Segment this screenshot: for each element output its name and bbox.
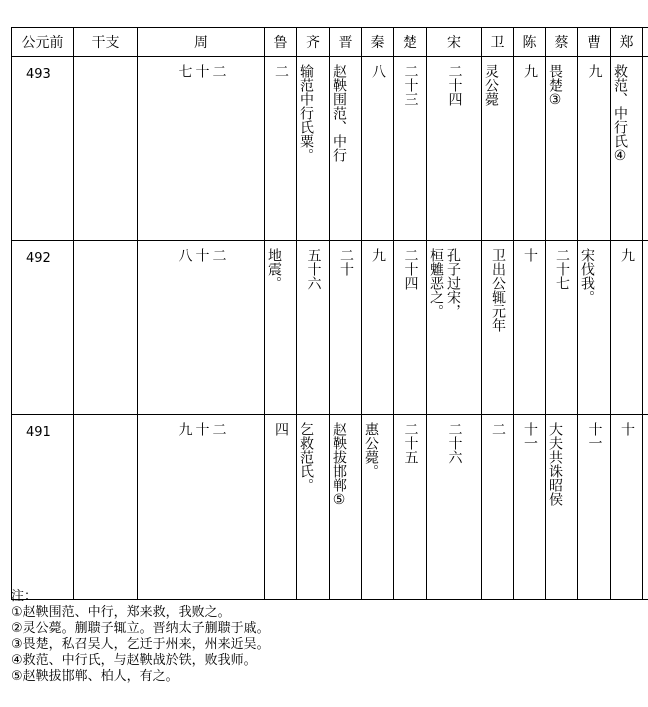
table-cell [611, 241, 643, 415]
cell-text: 九 [586, 64, 603, 78]
cell-text: 二 十 八 [176, 248, 227, 262]
cell-text: 惠公薨。 [363, 422, 379, 478]
cell-text: 地震。 [266, 248, 282, 290]
cell-text: 九 [370, 248, 386, 262]
table-cell [427, 415, 482, 600]
year-cell: 493 [12, 57, 74, 241]
table-cell [138, 57, 265, 241]
header-row [12, 28, 648, 57]
table-cell [330, 57, 362, 241]
table-cell [74, 241, 138, 415]
header-cell: 鲁 [265, 28, 297, 57]
cell-text: 灵公薨 [483, 64, 499, 106]
header-cell: 卫 [482, 28, 514, 57]
cell-text: 二 十 七 [176, 64, 227, 78]
cell-text: 赵鞅拔邯郸⑤ [331, 422, 347, 508]
cell-text: 二十五 [402, 422, 419, 464]
header-cell: 曹 [578, 28, 611, 57]
cell-text: 二十四 [446, 64, 463, 106]
header-cell: 干支 [74, 28, 138, 57]
table-cell [482, 57, 514, 241]
cell-text: 二十七 [554, 248, 570, 290]
table-cell [514, 415, 546, 600]
table-cell [362, 415, 394, 600]
table-cell [265, 57, 297, 241]
cell-text: 十一 [586, 422, 603, 450]
table-cell [482, 415, 514, 600]
cell-text: 二十四 [402, 248, 419, 290]
header-cell [643, 28, 648, 57]
footnote-5: ⑤赵鞅拔邯郸、柏人，有之。 [11, 669, 179, 684]
cell-text: 二十 [338, 248, 354, 276]
table-cell [265, 241, 297, 415]
cell-text: 二 十 九 [176, 422, 227, 436]
cell-text: 赵鞅围范、中行 [331, 64, 347, 162]
header-cell: 周 [138, 28, 265, 57]
cell-text: 十一 [522, 422, 538, 450]
table-cell [297, 415, 330, 600]
table-cell [265, 415, 297, 600]
table-cell [297, 57, 330, 241]
table-cell [643, 415, 648, 600]
cell-text: 宋伐我。 [579, 248, 595, 304]
cell-text: 十 [522, 248, 538, 262]
header-cell: 晋 [330, 28, 362, 57]
header-cell: 郑 [611, 28, 643, 57]
cell-text: 九 [522, 64, 538, 78]
table-cell [74, 57, 138, 241]
year-cell: 492 [12, 241, 74, 415]
table-row [12, 241, 648, 415]
cell-text: 输范中行氏粟。 [298, 64, 314, 162]
cell-text: 乞救范氏。 [298, 422, 314, 492]
header-cell: 楚 [394, 28, 427, 57]
table-cell [362, 241, 394, 415]
table-cell [362, 57, 394, 241]
header-cell: 齐 [297, 28, 330, 57]
cell-text: 二 [273, 64, 289, 78]
table-cell [578, 241, 611, 415]
cell-text: 二十五 孔子过宋， 桓魋恶之。 [428, 248, 482, 318]
table-cell [611, 57, 643, 241]
cell-text: 十 [619, 422, 635, 436]
cell-text: 四 [273, 422, 289, 436]
footnotes [11, 589, 631, 685]
table-cell [546, 415, 578, 600]
table-cell [643, 57, 648, 241]
table-cell [514, 241, 546, 415]
table-cell [138, 415, 265, 600]
cell-text: 二 [490, 422, 506, 436]
header-cell: 陈 [514, 28, 546, 57]
table-cell [330, 415, 362, 600]
table-cell [394, 57, 427, 241]
cell-text: 救范、中行氏④ [612, 64, 628, 164]
table-cell [578, 57, 611, 241]
table-cell [74, 415, 138, 600]
footnote-1: ①赵鞅围范、中行，郑来救，我败之。 [11, 605, 231, 620]
cell-text: 五十六 [305, 248, 322, 290]
table-cell [643, 241, 648, 415]
header-cell: 公元前 [12, 28, 74, 57]
table-cell [394, 415, 427, 600]
cell-text: 二十三 [402, 64, 419, 106]
cell-text: 大夫共诛昭侯 [547, 422, 563, 506]
table-cell [611, 415, 643, 600]
table-cell [546, 241, 578, 415]
notes-heading: 注： [11, 589, 38, 604]
header-cell: 宋 [427, 28, 482, 57]
year-cell: 491 [12, 415, 74, 600]
table-cell [138, 241, 265, 415]
footnote-2: ②灵公薨。蒯聩子辄立。晋纳太子蒯聩于戚。 [11, 621, 270, 636]
cell-text: 八 [370, 64, 386, 78]
table-cell [546, 57, 578, 241]
cell-text: 九 [619, 248, 635, 262]
chronology-table [11, 27, 648, 600]
cell-text: 二十六 [446, 422, 463, 464]
table-cell [297, 241, 330, 415]
cell-text: 畏楚③ [547, 64, 563, 108]
header-cell: 蔡 [546, 28, 578, 57]
header-cell: 秦 [362, 28, 394, 57]
table-cell [427, 57, 482, 241]
footnote-3: ③畏楚，私召吴人，乞迁于州来，州来近吴。 [11, 637, 270, 652]
table-cell [514, 57, 546, 241]
cell-text: 卫出公辄元年 [490, 248, 506, 332]
table-row [12, 57, 648, 241]
footnote-4: ④救范、中行氏，与赵鞅战於铁，败我师。 [11, 653, 257, 668]
table-cell [330, 241, 362, 415]
table-cell [578, 415, 611, 600]
table-cell [394, 241, 427, 415]
table-row [12, 415, 648, 600]
table-cell [482, 241, 514, 415]
table-cell [427, 241, 482, 415]
